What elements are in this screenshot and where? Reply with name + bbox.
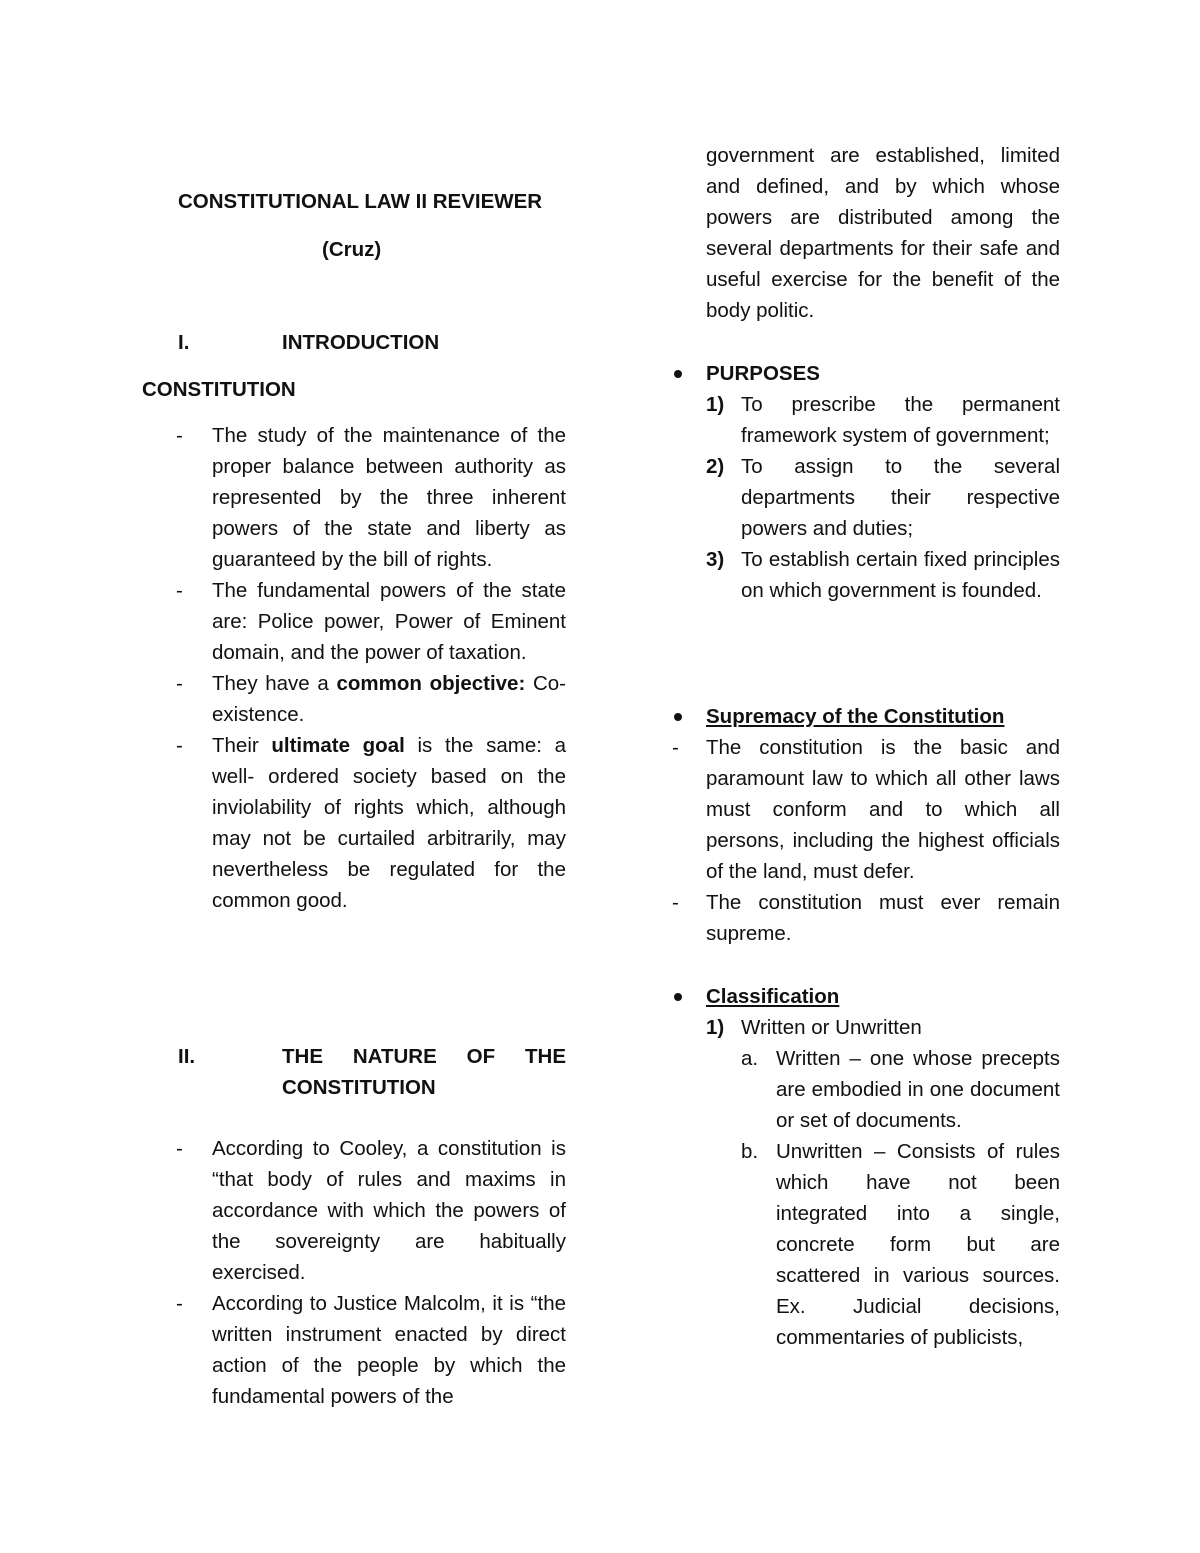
continuation-paragraph: government are established, limited and defined, and by which whose powers are distributed among the several departments for their safe and useful exercise for the benefit of the body politic. bbox=[706, 144, 1060, 322]
list-item bbox=[670, 887, 1060, 949]
list-item-text: The study of the maintenance of the proper balance between authority as represented by the three inherent powers of the state and liberty as guaranteed by the bill of rights. bbox=[212, 424, 566, 571]
sub-list-item-text: Unwritten – Consists of rules which have not been integrated into a single, concrete form but are scattered in various sources. Ex. Judicial decisions, commentaries of publicists, bbox=[776, 1140, 1060, 1349]
list-item-text: Written or Unwritten bbox=[741, 1016, 922, 1039]
purposes-list bbox=[706, 389, 1060, 606]
section-heading-nature bbox=[178, 1045, 566, 1107]
number-marker: 3) bbox=[706, 548, 725, 571]
dash-marker: - bbox=[176, 424, 183, 447]
list-item bbox=[706, 389, 1060, 451]
dash-marker: - bbox=[176, 1292, 183, 1315]
sub-list-item bbox=[741, 1043, 1060, 1136]
section-title-line2: CONSTITUTION bbox=[282, 1076, 436, 1099]
list-item-text-pre: They have a bbox=[212, 672, 337, 695]
dash-marker: - bbox=[672, 891, 679, 914]
document-subtitle: (Cruz) bbox=[322, 238, 382, 261]
sub-list bbox=[741, 1043, 1060, 1353]
document-title: CONSTITUTIONAL LAW II REVIEWER bbox=[178, 190, 543, 213]
list-item-text: The constitution is the basic and paramount law to which all other laws must conform and to which all persons, including the highest officials of the land, must defer. bbox=[706, 736, 1060, 883]
list-item bbox=[142, 668, 566, 730]
classification-label: Classification bbox=[706, 985, 840, 1008]
list-item-text: To prescribe the permanent framework system of government; bbox=[741, 393, 1060, 447]
sub-list-item-text: Written – one whose precepts are embodied in one document or set of documents. bbox=[776, 1047, 1060, 1132]
sub-list-item bbox=[741, 1136, 1060, 1353]
section-title-line1 bbox=[282, 1045, 566, 1069]
letter-marker: b. bbox=[741, 1140, 759, 1163]
list-item bbox=[670, 732, 1060, 887]
classification-list bbox=[706, 1012, 1060, 1353]
nature-list bbox=[142, 1133, 566, 1412]
dash-marker: - bbox=[672, 736, 679, 759]
number-marker: 1) bbox=[706, 393, 725, 416]
introduction-list bbox=[142, 420, 566, 916]
section-number: II. bbox=[178, 1045, 196, 1068]
number-marker: 1) bbox=[706, 1016, 725, 1039]
supremacy-list bbox=[670, 732, 1060, 949]
dash-marker: - bbox=[176, 734, 183, 757]
bullet-dot-icon bbox=[674, 370, 682, 378]
dash-marker: - bbox=[176, 672, 183, 695]
list-item-text-post: Co-existence. bbox=[212, 672, 567, 726]
list-item bbox=[142, 1288, 566, 1412]
emphasis-common-objective: common objective: bbox=[336, 672, 526, 695]
list-item bbox=[706, 451, 1060, 544]
list-item bbox=[706, 1012, 1060, 1353]
letter-marker: a. bbox=[741, 1047, 759, 1070]
list-item bbox=[142, 730, 566, 916]
list-item-text: To establish certain fixed principles on which government is founded. bbox=[741, 548, 1060, 602]
list-item-text: According to Cooley, a constitution is “that body of rules and maxims in accordance with which the powers of the sovereignty are habitually exercised. bbox=[212, 1137, 566, 1284]
supremacy-label: Supremacy of the Constitution bbox=[706, 705, 1005, 728]
list-item-text-post: is the same: a well- ordered society based on the inviolability of rights which, although may not be curtailed arbitrarily, may nevertheless be regulated for the common good. bbox=[212, 734, 567, 912]
dash-marker: - bbox=[176, 579, 183, 602]
list-item-text: The constitution must ever remain supreme. bbox=[706, 891, 1060, 945]
dash-marker: - bbox=[176, 1137, 183, 1160]
list-item-text: The fundamental powers of the state are: Police power, Power of Eminent domain, and the power of taxation. bbox=[212, 579, 566, 664]
list-item-text: According to Justice Malcolm, it is “the written instrument enacted by direct action of the people by which the fundamental powers of the bbox=[212, 1292, 566, 1408]
list-item bbox=[142, 420, 566, 575]
emphasis-ultimate-goal: ultimate goal bbox=[271, 734, 405, 757]
section-number: I. bbox=[178, 331, 190, 354]
section-title-text: THE NATURE OF THE bbox=[282, 1045, 566, 1068]
purposes-label: PURPOSES bbox=[706, 362, 820, 385]
list-item-text: To assign to the several departments their respective powers and duties; bbox=[741, 455, 1060, 540]
section-title: INTRODUCTION bbox=[282, 331, 440, 354]
list-item bbox=[142, 1133, 566, 1288]
bullet-dot-icon bbox=[674, 713, 682, 721]
list-item bbox=[706, 544, 1060, 606]
list-item bbox=[142, 575, 566, 668]
bullet-dot-icon bbox=[674, 993, 682, 1001]
term-heading: CONSTITUTION bbox=[142, 378, 296, 401]
list-item-text-pre: Their bbox=[212, 734, 272, 757]
number-marker: 2) bbox=[706, 455, 725, 478]
